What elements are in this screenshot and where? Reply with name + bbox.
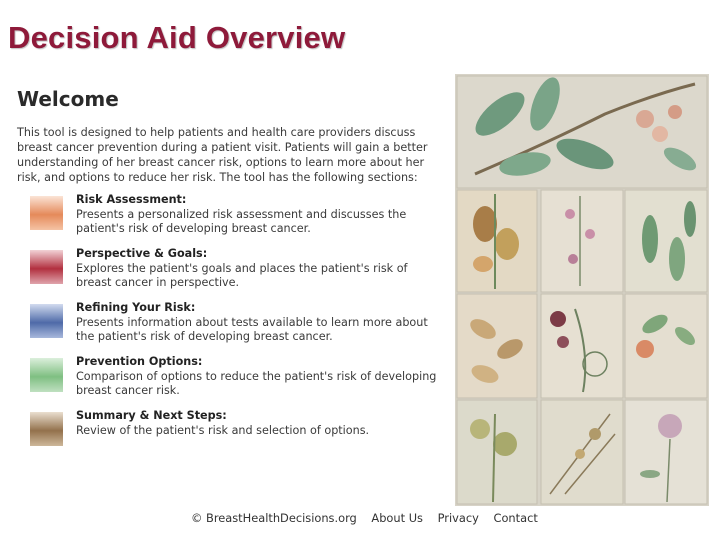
section-summary-next-steps bbox=[30, 409, 450, 463]
section-desc: Review of the patient's risk and selection of options. bbox=[76, 423, 370, 437]
section-title: Summary & Next Steps: bbox=[76, 409, 227, 422]
refining-risk-swatch bbox=[30, 304, 63, 338]
privacy-link[interactable]: Privacy bbox=[437, 511, 479, 525]
section-title: Risk Assessment: bbox=[76, 193, 187, 206]
botanical-illustrations bbox=[455, 74, 709, 506]
section-refining-risk bbox=[30, 301, 450, 355]
section-title: Prevention Options: bbox=[76, 355, 203, 368]
section-desc: Explores the patient's goals and places the patient's risk of breast cancer in perspective. bbox=[76, 261, 408, 289]
prevention-options-swatch bbox=[30, 358, 63, 392]
section-prevention-options bbox=[30, 355, 450, 409]
section-title: Refining Your Risk: bbox=[76, 301, 196, 314]
summary-next-steps-swatch bbox=[30, 412, 63, 446]
section-list bbox=[30, 193, 450, 463]
welcome-heading: Welcome bbox=[17, 87, 119, 111]
slide-title: Decision Aid Overview bbox=[8, 20, 346, 55]
section-desc: Comparison of options to reduce the patient's risk of developing breast cancer risk. bbox=[76, 369, 437, 397]
perspective-goals-swatch bbox=[30, 250, 63, 284]
copyright-text: © BreastHealthDecisions.org bbox=[191, 511, 357, 525]
section-desc: Presents a personalized risk assessment and discusses the patient's risk of developing breast cancer. bbox=[76, 207, 407, 235]
contact-link[interactable]: Contact bbox=[493, 511, 538, 525]
intro-paragraph: This tool is designed to help patients and health care providers discuss breast cancer prevention during a patient visit. Patients will gain a better understanding of her breast cancer risk, options to learn more about her risk, and options to reduce her risk. The tool has the following sections: bbox=[17, 126, 428, 184]
about-us-link[interactable]: About Us bbox=[371, 511, 423, 525]
section-risk-assessment bbox=[30, 193, 450, 247]
section-title: Perspective & Goals: bbox=[76, 247, 208, 260]
risk-assessment-swatch bbox=[30, 196, 63, 230]
section-desc: Presents information about tests available to learn more about the patient's risk of developing breast cancer. bbox=[76, 315, 428, 343]
botanical-collage-image bbox=[455, 74, 709, 506]
footer bbox=[191, 511, 549, 525]
section-perspective-goals bbox=[30, 247, 450, 301]
